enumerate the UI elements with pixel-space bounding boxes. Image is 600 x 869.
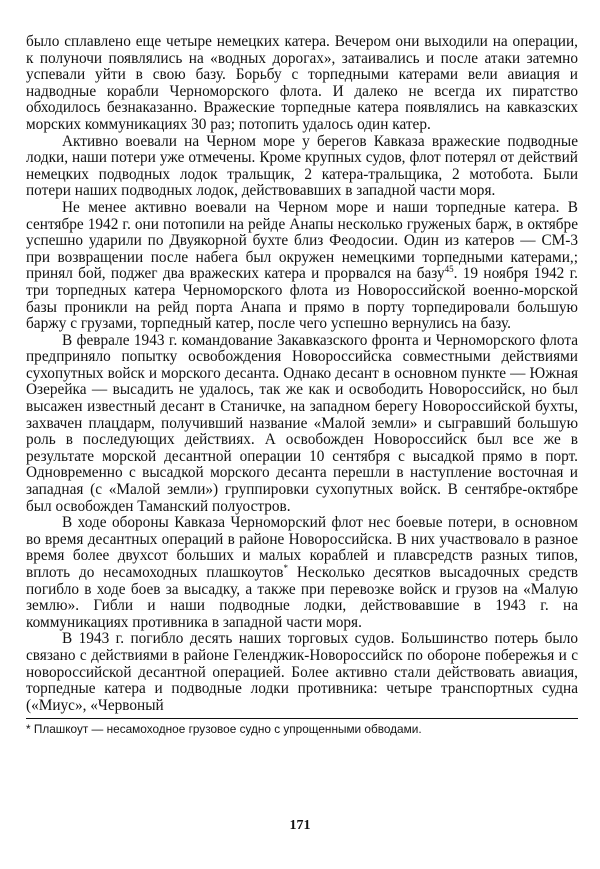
footnote: * Плашкоут — несамоходное грузовое судно с упрощенными обводами. <box>26 722 422 737</box>
paragraph-5-rest: Несколько десятков высадочных средств погибло в ходе боев за высадку, а также при перевозке войск и грузов на «Малую землю». Гибли и наши подводные лодки, действовавшие в 1943 г. на коммуникациях противника в западной части моря. <box>26 564 579 631</box>
footnote-mark: * <box>283 562 288 573</box>
paragraph-4: В феврале 1943 г. командование Закавказского фронта и Черноморского флота предприняло попытку освобождения Новороссийска совместными действиями сухопутных войск и морского десанта. Однако десант в основном пункте — Южная Озерейка — высадить не удалось, так же как и освободить Новороссийск, но был высажен известный десант в Станичке, на западном берегу Новороссийской бухты, захвачен плацдарм, получивший название «Малой земли» и сыгравший большую роль в последующих действиях. А освобожден Новороссийск был все же в результате морской десантной операции 10 сентября с высадкой прямо в порт. Одновременно с высадкой морского десанта перешли в наступление восточная и западная (с «Малой земли») группировки сухопутных войск. В сентябре-октябре был освобожден Таманский полуостров. <box>26 331 578 515</box>
paragraph-5-text: В ходе обороны Кавказа Черноморский флот нес боевые потери, в основном во время десантных операций в районе Новороссийска. В них участвовало в разное время более двухсот больших и малых кораблей и плавсредств разных типов, вплоть до несамоходных плашкоутов <box>26 514 578 581</box>
page-number: 171 <box>289 818 311 833</box>
paragraph-3-text: Не менее активно воевали на Черном море и наши торпедные катера. В сентябре 1942 г. они потопили на рейде Анапы несколько груженых барж, в октябре успешно ударили по Двуякорной бухте близ Феодосии. Один из катеров — СМ-3 при возвращении после набега был окружен немецкими торпедными катерами,; принял бой, поджег два вражеских катера и прорвался на базу <box>26 198 578 283</box>
paragraph-6: В 1943 г. погибло десять наших торговых судов. Большинство потерь было связано с действиями в районе Геленджик-Новороссийск по обороне побережья и с новороссийской десантной операцией. Более активно стали действовать авиация, торпедные катера и подводные лодки противника: четыре транспортных судна («Миус», «Червоный <box>26 630 578 714</box>
page-body <box>26 34 578 736</box>
paragraph-3-rest: . 19 ноября 1942 г. три торпедных катера Черноморского флота из Новороссийской военно-морской базы проникли на рейд порта Анапа и прямо в порту торпедировали большую баржу с грузами, торпедный катер, после чего успешно вернулись на базу. <box>26 265 579 333</box>
footnote-divider <box>26 718 578 719</box>
footnote-ref-45: 45 <box>444 264 454 275</box>
paragraph-1: было сплавлено еще четыре немецких катера. Вечером они выходили на операции, к полуночи появлялись на «водных дорогах», затаивались и после атаки затемно успевали уйти в свою базу. Борьбу с торпедными катерами вели авиация и надводные корабли Черноморского флота. И далеко не всегда их пиратство обходилось безнаказанно. Вражеские торпедные катера появлялись на кавказских морских коммуникациях 30 раз; потопить удалось один катер. <box>26 33 578 133</box>
paragraph-5 <box>26 515 578 631</box>
paragraph-3 <box>26 200 578 333</box>
paragraph-2: Активно воевали на Черном море у берегов Кавказа вражеские подводные лодки, наши потери уже отмечены. Кроме крупных судов, флот потерял от действий немецких подводных лодок тральщик, 2 катера-тральщика, 2 мотобота. Были потери наших подводных лодок, действовавших в западной части моря. <box>26 132 578 200</box>
